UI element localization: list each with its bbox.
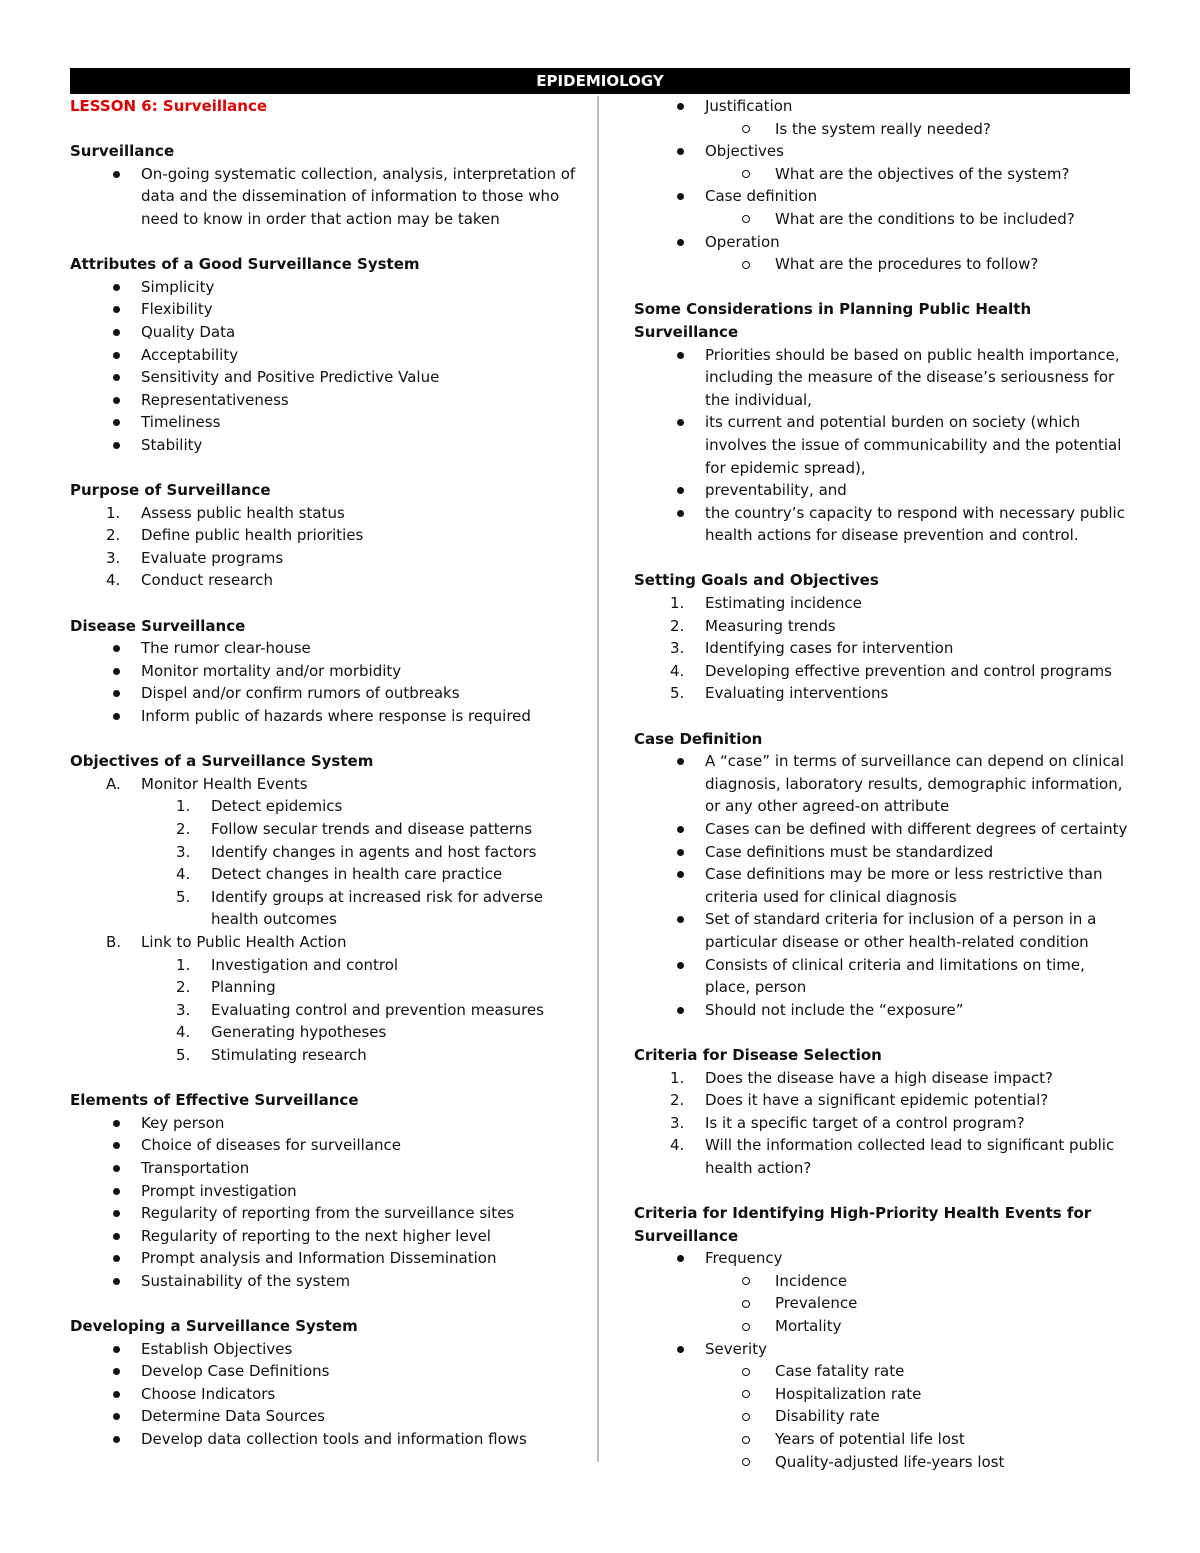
- list-item: Consists of clinical criteria and limitations on time, place, person: [634, 954, 1134, 999]
- bullet-icon: [113, 306, 120, 313]
- section-heading: Purpose of Surveillance: [70, 481, 271, 500]
- list-item: Is the system really needed?: [634, 118, 1134, 141]
- column-divider: [597, 96, 599, 1462]
- list-item: 2. Follow secular trends and disease patterns: [176, 820, 533, 838]
- list-item: 5. Evaluating interventions: [670, 684, 889, 703]
- list-item: the country’s capacity to respond with necessary public health actions for disease prevention and control.: [634, 502, 1134, 547]
- bullet-icon: [113, 1436, 120, 1443]
- list-item: Disability rate: [634, 1405, 1134, 1428]
- list-item: 3. Is it a specific target of a control program?: [670, 1113, 1025, 1132]
- list-item: Case definition: [634, 185, 1134, 208]
- bullet-icon: [113, 171, 120, 178]
- list-item: On-going systematic collection, analysis, interpretation of data and the dissemination of information to those who need to know in order that action may be taken: [70, 163, 585, 231]
- bullet-icon: [113, 690, 120, 697]
- list-item: 1. Investigation and control: [176, 955, 399, 974]
- circle-bullet-icon: [742, 1458, 750, 1466]
- list-item: 4. Developing effective prevention and control programs: [670, 661, 1112, 680]
- list-item: 3. Identify changes in agents and host factors: [176, 842, 537, 861]
- right-column: [634, 95, 1134, 1473]
- bullet-icon: [113, 1142, 120, 1149]
- lesson-title: LESSON 6: Surveillance: [70, 97, 268, 115]
- bullet-icon: [113, 1391, 120, 1398]
- left-column: [70, 95, 585, 1451]
- bullet-icon: [113, 352, 120, 359]
- list-item: Key person: [70, 1112, 585, 1135]
- bullet-icon: [113, 645, 120, 652]
- section-heading: Disease Surveillance: [70, 616, 246, 635]
- circle-bullet-icon: [742, 1277, 750, 1285]
- section-heading: Elements of Effective Surveillance: [70, 1091, 359, 1110]
- section-heading: Objectives of a Surveillance System: [70, 752, 374, 771]
- list-item: 2. Planning: [176, 978, 276, 997]
- circle-bullet-icon: [742, 261, 750, 269]
- list-item: Objectives: [634, 140, 1134, 163]
- bullet-icon: [113, 329, 120, 336]
- document-title-bar: [70, 68, 1130, 94]
- bullet-icon: [677, 871, 684, 878]
- list-item: Quality-adjusted life-years lost: [634, 1451, 1134, 1474]
- list-item: 5. Identify groups at increased risk for adverse health outcomes: [176, 887, 543, 929]
- circle-bullet-icon: [742, 1323, 750, 1331]
- list-item: Timeliness: [70, 411, 585, 434]
- numbered-list: [634, 1067, 1134, 1180]
- list-item: Regularity of reporting from the surveillance sites: [70, 1202, 585, 1225]
- bullet-icon: [113, 419, 120, 426]
- list-item: What are the conditions to be included?: [634, 208, 1134, 231]
- bullet-list: [70, 1112, 585, 1293]
- bullet-icon: [113, 1278, 120, 1285]
- bullet-list: [70, 1338, 585, 1451]
- bullet-list: [634, 750, 1134, 1021]
- list-item: Operation: [634, 231, 1134, 254]
- list-item: Priorities should be based on public health importance, including the measure of the disease’s seriousness for the individual,: [634, 344, 1134, 412]
- list-item: Case definitions must be standardized: [634, 841, 1134, 864]
- list-item: 3. Identifying cases for intervention: [670, 639, 954, 658]
- list-item: its current and potential burden on society (which involves the issue of communicability and the potential for epidemic spread),: [634, 411, 1134, 479]
- bullet-icon: [677, 419, 684, 426]
- circle-bullet-icon: [742, 1413, 750, 1421]
- list-item: Transportation: [70, 1157, 585, 1180]
- list-item: Dispel and/or confirm rumors of outbreaks: [70, 682, 585, 705]
- bullet-icon: [677, 962, 684, 969]
- section-heading: Criteria for Disease Selection: [634, 1045, 882, 1064]
- list-item: Sensitivity and Positive Predictive Value: [70, 366, 585, 389]
- list-item: 1. Estimating incidence: [670, 594, 862, 613]
- list-item: 4. Detect changes in health care practice: [176, 865, 503, 884]
- bullet-icon: [677, 1346, 684, 1353]
- bullet-icon: [677, 758, 684, 765]
- list-item: Acceptability: [70, 344, 585, 367]
- list-item: Set of standard criteria for inclusion of a person in a particular disease or other health-related condition: [634, 908, 1134, 953]
- bullet-list: [70, 637, 585, 727]
- list-item: Frequency: [634, 1247, 1134, 1270]
- bullet-icon: [113, 442, 120, 449]
- bullet-icon: [113, 1413, 120, 1420]
- list-item: Flexibility: [70, 298, 585, 321]
- bullet-icon: [113, 284, 120, 291]
- list-item: Establish Objectives: [70, 1338, 585, 1361]
- bullet-list: [634, 1247, 1134, 1473]
- bullet-icon: [677, 1255, 684, 1262]
- list-item: Mortality: [634, 1315, 1134, 1338]
- bullet-icon: [113, 1188, 120, 1195]
- bullet-list: [634, 95, 1134, 276]
- bullet-list: [70, 163, 585, 231]
- circle-bullet-icon: [742, 1368, 750, 1376]
- list-item: 4. Will the information collected lead to significant public health action?: [670, 1136, 1115, 1177]
- list-item: Simplicity: [70, 276, 585, 299]
- list-item: Hospitalization rate: [634, 1383, 1134, 1406]
- list-item: A. Monitor Health Events: [106, 774, 308, 793]
- list-item: Choice of diseases for surveillance: [70, 1134, 585, 1157]
- list-item: Should not include the “exposure”: [634, 999, 1134, 1022]
- lettered-list: [70, 773, 585, 1067]
- bullet-icon: [677, 239, 684, 246]
- bullet-icon: [113, 1120, 120, 1127]
- section-heading: Attributes of a Good Surveillance System: [70, 255, 420, 274]
- bullet-icon: [677, 193, 684, 200]
- bullet-icon: [113, 1255, 120, 1262]
- bullet-icon: [677, 849, 684, 856]
- list-item: Regularity of reporting to the next higher level: [70, 1225, 585, 1248]
- numbered-list: [70, 502, 585, 592]
- bullet-icon: [113, 1210, 120, 1217]
- list-item: 2. Does it have a significant epidemic potential?: [670, 1091, 1049, 1110]
- numbered-list: [634, 592, 1134, 705]
- list-item: Case fatality rate: [634, 1360, 1134, 1383]
- bullet-icon: [113, 1368, 120, 1375]
- bullet-icon: [113, 713, 120, 720]
- list-item: Develop data collection tools and information flows: [70, 1428, 585, 1451]
- section-heading: Developing a Surveillance System: [70, 1317, 358, 1336]
- bullet-icon: [677, 352, 684, 359]
- bullet-icon: [113, 397, 120, 404]
- section-heading: Setting Goals and Objectives: [634, 571, 879, 590]
- list-item: Severity: [634, 1338, 1134, 1361]
- circle-bullet-icon: [742, 1436, 750, 1444]
- list-item: What are the objectives of the system?: [634, 163, 1134, 186]
- list-item: 3. Evaluating control and prevention measures: [176, 1000, 544, 1019]
- list-item: Prompt investigation: [70, 1180, 585, 1203]
- bullet-icon: [113, 1346, 120, 1353]
- list-item: 1. Detect epidemics: [176, 797, 343, 816]
- list-item: Case definitions may be more or less restrictive than criteria used for clinical diagnosis: [634, 863, 1134, 908]
- list-item: Years of potential life lost: [634, 1428, 1134, 1451]
- section-heading: Criteria for Identifying High-Priority Health Events for Surveillance: [634, 1204, 1092, 1245]
- list-item: B. Link to Public Health Action: [106, 932, 347, 951]
- bullet-icon: [113, 1233, 120, 1240]
- circle-bullet-icon: [742, 170, 750, 178]
- bullet-icon: [677, 1007, 684, 1014]
- list-item: Prevalence: [634, 1292, 1134, 1315]
- list-item: 4. Generating hypotheses: [176, 1023, 387, 1042]
- list-item: 1. Assess public health status: [106, 503, 345, 522]
- bullet-icon: [677, 487, 684, 494]
- list-item: Choose Indicators: [70, 1383, 585, 1406]
- list-item: 3. Evaluate programs: [106, 548, 284, 567]
- list-item: preventability, and: [634, 479, 1134, 502]
- circle-bullet-icon: [742, 1390, 750, 1398]
- list-item: Stability: [70, 434, 585, 457]
- bullet-icon: [113, 374, 120, 381]
- bullet-icon: [677, 826, 684, 833]
- list-item: A “case” in terms of surveillance can depend on clinical diagnosis, laboratory results, demographic information, or any other agreed-on attribute: [634, 750, 1134, 818]
- list-item: Incidence: [634, 1270, 1134, 1293]
- bullet-icon: [677, 103, 684, 110]
- list-item: Cases can be defined with different degrees of certainty: [634, 818, 1134, 841]
- list-item: Inform public of hazards where response is required: [70, 705, 585, 728]
- list-item: Quality Data: [70, 321, 585, 344]
- list-item: 2. Measuring trends: [670, 616, 836, 635]
- list-item: Sustainability of the system: [70, 1270, 585, 1293]
- section-heading: Some Considerations in Planning Public Health Surveillance: [634, 300, 1032, 341]
- bullet-list: [70, 276, 585, 457]
- bullet-icon: [113, 1165, 120, 1172]
- list-item: Determine Data Sources: [70, 1405, 585, 1428]
- bullet-list: [634, 344, 1134, 547]
- list-item: Prompt analysis and Information Dissemination: [70, 1247, 585, 1270]
- circle-bullet-icon: [742, 1300, 750, 1308]
- bullet-icon: [113, 668, 120, 675]
- list-item: Representativeness: [70, 389, 585, 412]
- list-item: 2. Define public health priorities: [106, 526, 364, 545]
- list-item: Justification: [634, 95, 1134, 118]
- list-item: 5. Stimulating research: [176, 1045, 367, 1064]
- bullet-icon: [677, 510, 684, 517]
- section-heading: Surveillance: [70, 142, 175, 161]
- section-heading: Case Definition: [634, 729, 763, 748]
- list-item: 4. Conduct research: [106, 571, 273, 590]
- circle-bullet-icon: [742, 215, 750, 223]
- bullet-icon: [677, 148, 684, 155]
- list-item: What are the procedures to follow?: [634, 253, 1134, 276]
- document-title: EPIDEMIOLOGY: [536, 72, 664, 90]
- list-item: Monitor mortality and/or morbidity: [70, 660, 585, 683]
- list-item: Develop Case Definitions: [70, 1360, 585, 1383]
- bullet-icon: [677, 916, 684, 923]
- list-item: The rumor clear-house: [70, 637, 585, 660]
- list-item: 1. Does the disease have a high disease impact?: [670, 1068, 1053, 1087]
- circle-bullet-icon: [742, 125, 750, 133]
